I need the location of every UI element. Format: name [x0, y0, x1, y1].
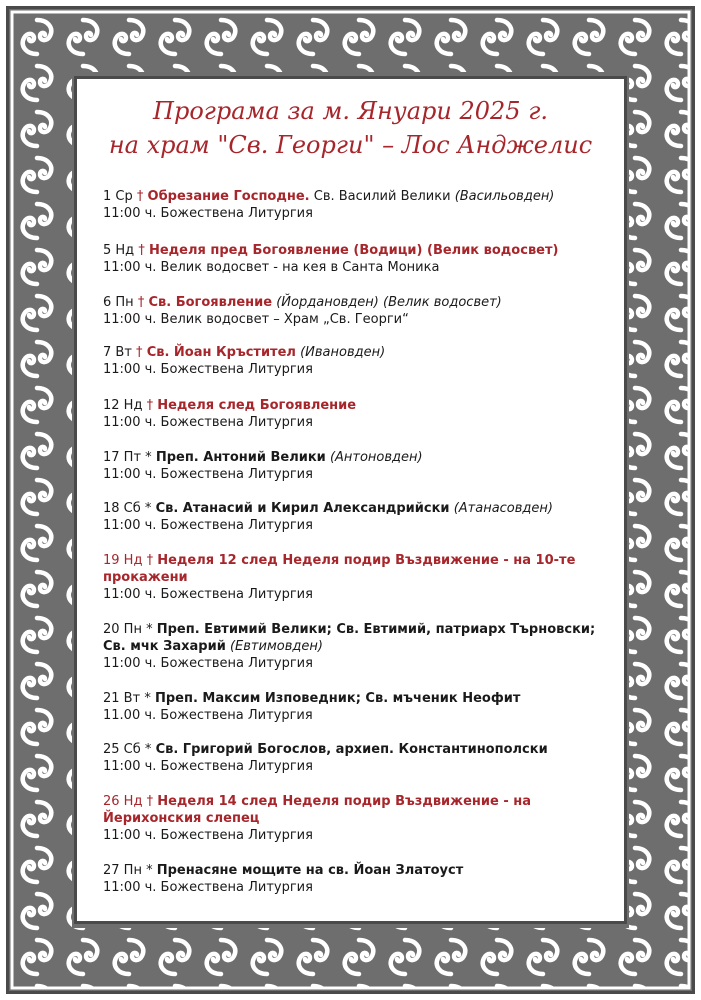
- event-name: Неделя след Богоявление: [157, 398, 357, 413]
- event-name: Неделя 12 след Неделя подир Въздвижение - на 10-те прокажени: [103, 553, 576, 585]
- event-service: 11.00 ч. Божествена Литургия: [103, 708, 313, 723]
- event-mark: *: [146, 863, 153, 878]
- event-item: [103, 449, 613, 483]
- event-service: 11:00 ч. Божествена Литургия: [103, 415, 313, 430]
- program-content: [80, 82, 621, 918]
- event-name: Неделя пред Богоявление (Водици) (Велик водосвет): [148, 243, 559, 258]
- event-heading: [103, 690, 613, 707]
- event-mark: †: [136, 345, 143, 360]
- event-mark: †: [138, 243, 145, 258]
- event-service: 11:00 ч. Божествена Литургия: [103, 759, 313, 774]
- title-line-1: Програма за м. Януари 2025 г.: [153, 97, 548, 125]
- event-name: Св. Йоан Кръстител: [146, 345, 296, 360]
- event-date: 21 Вт: [103, 691, 141, 706]
- event-mark: *: [146, 622, 153, 637]
- event-date: 6 Пн: [103, 295, 134, 310]
- event-service: 11:00 ч. Божествена Литургия: [103, 828, 313, 843]
- event-date: 5 Нд: [103, 243, 135, 258]
- event-item: [103, 188, 613, 222]
- event-service: 11:00 ч. Божествена Литургия: [103, 880, 313, 895]
- event-heading: [103, 188, 613, 205]
- event-date: 1 Ср: [103, 189, 133, 204]
- event-item: [103, 500, 613, 534]
- event-date: 18 Сб: [103, 501, 141, 516]
- page-title: [80, 94, 621, 162]
- event-date: 20 Пн: [103, 622, 142, 637]
- event-date: 17 Пт: [103, 450, 142, 465]
- event-note: (Васильовден): [454, 189, 555, 204]
- event-name: Обрезание Господне.: [147, 189, 310, 204]
- event-item: [103, 552, 613, 603]
- event-item: [103, 294, 613, 328]
- event-name: Преп. Максим Изповедник; Св. мъченик Неофит: [154, 691, 521, 706]
- event-note: (Йордановден): [276, 295, 379, 310]
- event-mark: †: [146, 553, 154, 568]
- event-mark: †: [146, 794, 154, 809]
- event-date: 27 Пн: [103, 863, 142, 878]
- event-date: 12 Нд: [103, 398, 143, 413]
- event-heading: [103, 397, 613, 414]
- event-name: Пренасяне мощите на св. Йоан Златоуст: [156, 863, 464, 878]
- event-heading: [103, 862, 613, 879]
- event-mark: †: [137, 295, 145, 310]
- event-extra: Св. Василий Велики: [309, 189, 455, 204]
- event-item: [103, 793, 613, 844]
- event-item: [103, 862, 613, 896]
- event-mark: †: [136, 189, 144, 204]
- event-heading: [103, 793, 613, 827]
- event-item: [103, 242, 613, 276]
- event-note: (Евтимовден): [229, 639, 323, 654]
- event-date: 7 Вт: [103, 345, 132, 360]
- event-heading: [103, 500, 613, 517]
- event-name: Св. Атанасий и Кирил Александрийски: [155, 501, 450, 516]
- event-service: 11:00 ч. Божествена Литургия: [103, 206, 313, 221]
- event-service: 11:00 ч. Велик водосвет - на кея в Санта Моника: [103, 260, 440, 275]
- event-name: Преп. Евтимий Велики; Св. Евтимий, патриарх Търновски; Св. мчк Захарий: [103, 622, 596, 654]
- event-heading: [103, 741, 613, 758]
- event-heading: [103, 552, 613, 586]
- event-note: (Атанасовден): [453, 501, 553, 516]
- event-item: [103, 621, 613, 672]
- event-item: [103, 344, 613, 378]
- event-service: 11:00 ч. Божествена Литургия: [103, 362, 313, 377]
- event-name: Преп. Антоний Велики: [155, 450, 326, 465]
- event-mark: *: [144, 742, 152, 757]
- event-heading: [103, 344, 613, 361]
- event-service: 11:00 ч. Божествена Литургия: [103, 656, 313, 671]
- event-note: (Ивановден): [300, 345, 386, 360]
- event-name: Св. Богоявление: [148, 295, 273, 310]
- event-date: 19 Нд: [103, 553, 143, 568]
- event-service: 11:00 ч. Божествена Литургия: [103, 467, 313, 482]
- event-name: Неделя 14 след Неделя подир Въздвижение - на Йерихонския слепец: [103, 794, 532, 826]
- event-service: 11:00 ч. Божествена Литургия: [103, 587, 313, 602]
- event-mark: *: [144, 691, 151, 706]
- event-service: 11:00 ч. Божествена Литургия: [103, 518, 313, 533]
- event-heading: [103, 449, 613, 466]
- event-mark: *: [145, 450, 152, 465]
- event-note: (Антоновден): [329, 450, 423, 465]
- event-heading: [103, 242, 613, 259]
- event-item: [103, 397, 613, 431]
- event-date: 26 Нд: [103, 794, 143, 809]
- event-date: 25 Сб: [103, 742, 141, 757]
- title-line-2: на храм "Св. Георги" – Лос Анджелис: [108, 131, 593, 159]
- event-item: [103, 690, 613, 724]
- event-tail-note: (Велик водосвет): [378, 295, 502, 310]
- event-name: Св. Григорий Богослов, архиеп. Константинополски: [155, 742, 548, 757]
- event-mark: †: [146, 398, 154, 413]
- event-heading: [103, 294, 613, 311]
- event-service: 11:00 ч. Велик водосвет – Храм „Св. Георги“: [103, 312, 409, 327]
- event-heading: [103, 621, 613, 655]
- event-item: [103, 741, 613, 775]
- event-mark: *: [144, 501, 152, 516]
